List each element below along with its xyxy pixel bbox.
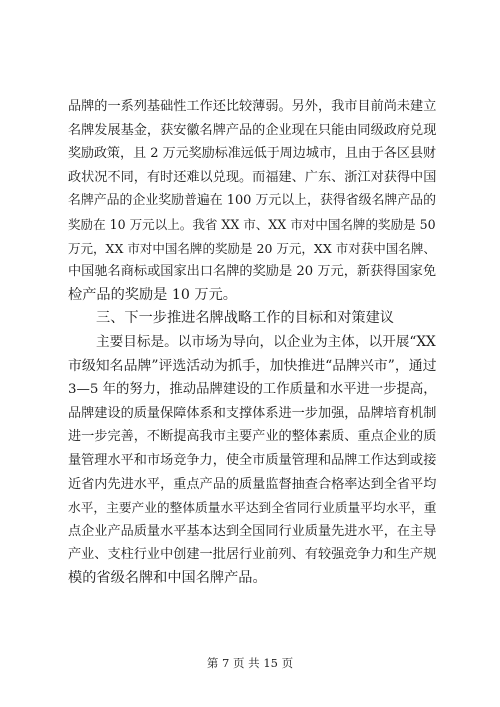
text-line: 进一步完善，不断提高我市主要产业的整体素质、重点企业的质 [68, 429, 437, 445]
text-line: 点企业产品质量水平基本达到全国同行业质量先进水平，在主导 [68, 523, 437, 539]
text-line: 检产品的奖励是 10 万元。 [68, 286, 237, 303]
text-line: 政状况不同，有时还难以兑现。而福建、广东、浙江对获得中国 [68, 169, 437, 185]
text-line: 奖励政策，且 2 万元奖励标准远低于周边城市，且由于各区县财 [68, 146, 436, 162]
page-footer: 第 7 页 共 15 页 [206, 656, 294, 670]
text-line: 3—5 年的努力，推动品牌建设的工作质量和水平进一步提高， [68, 382, 437, 398]
text-line: 品牌的一系列基础性工作还比较薄弱。另外，我市目前尚未建立 [68, 99, 437, 114]
text-line: 量管理水平和市场竞争力，使全市质量管理和品牌工作达到或接 [68, 452, 437, 468]
text-line: 品牌建设的质量保障体系和支撑体系进一步加强，品牌培育机制 [68, 405, 437, 421]
document-body [68, 95, 436, 590]
text-line: 主要目标是。以市场为导向，以企业为主体，以开展“XX [96, 333, 436, 350]
text-line: 万元，XX 市对中国名牌的奖励是 20 万元，XX 市对获中国名牌、 [68, 240, 436, 256]
text-line: 产业、支柱行业中创建一批居行业前列、有较强竞争力和生产规 [68, 547, 437, 563]
text-line: 奖励在 10 万元以上。我省 XX 市、XX 市对中国名牌的奖励是 50 [68, 216, 436, 232]
text-line: 近省内先进水平，重点产品的质量监督抽查合格率达到全省平均 [68, 476, 437, 492]
text-line: 模的省级名牌和中国名牌产品。 [68, 569, 267, 586]
text-line: 名牌发展基金，获安徽名牌产品的企业现在只能由同级政府兑现 [68, 122, 437, 138]
text-line: 市级知名品牌”评选活动为抓手，加快推进“品牌兴市”，通过 [68, 357, 437, 374]
text-line: 水平，主要产业的整体质量水平达到全省同行业质量平均水平，重 [68, 500, 437, 516]
text-line: 中国驰名商标或国家出口名牌的奖励是 20 万元，新获得国家免 [68, 264, 437, 280]
text-line: 三、下一步推进名牌战略工作的目标和对策建议 [96, 310, 394, 327]
text-line: 名牌产品的企业奖励普遍在 100 万元以上，获得省级名牌产品的 [68, 193, 436, 209]
